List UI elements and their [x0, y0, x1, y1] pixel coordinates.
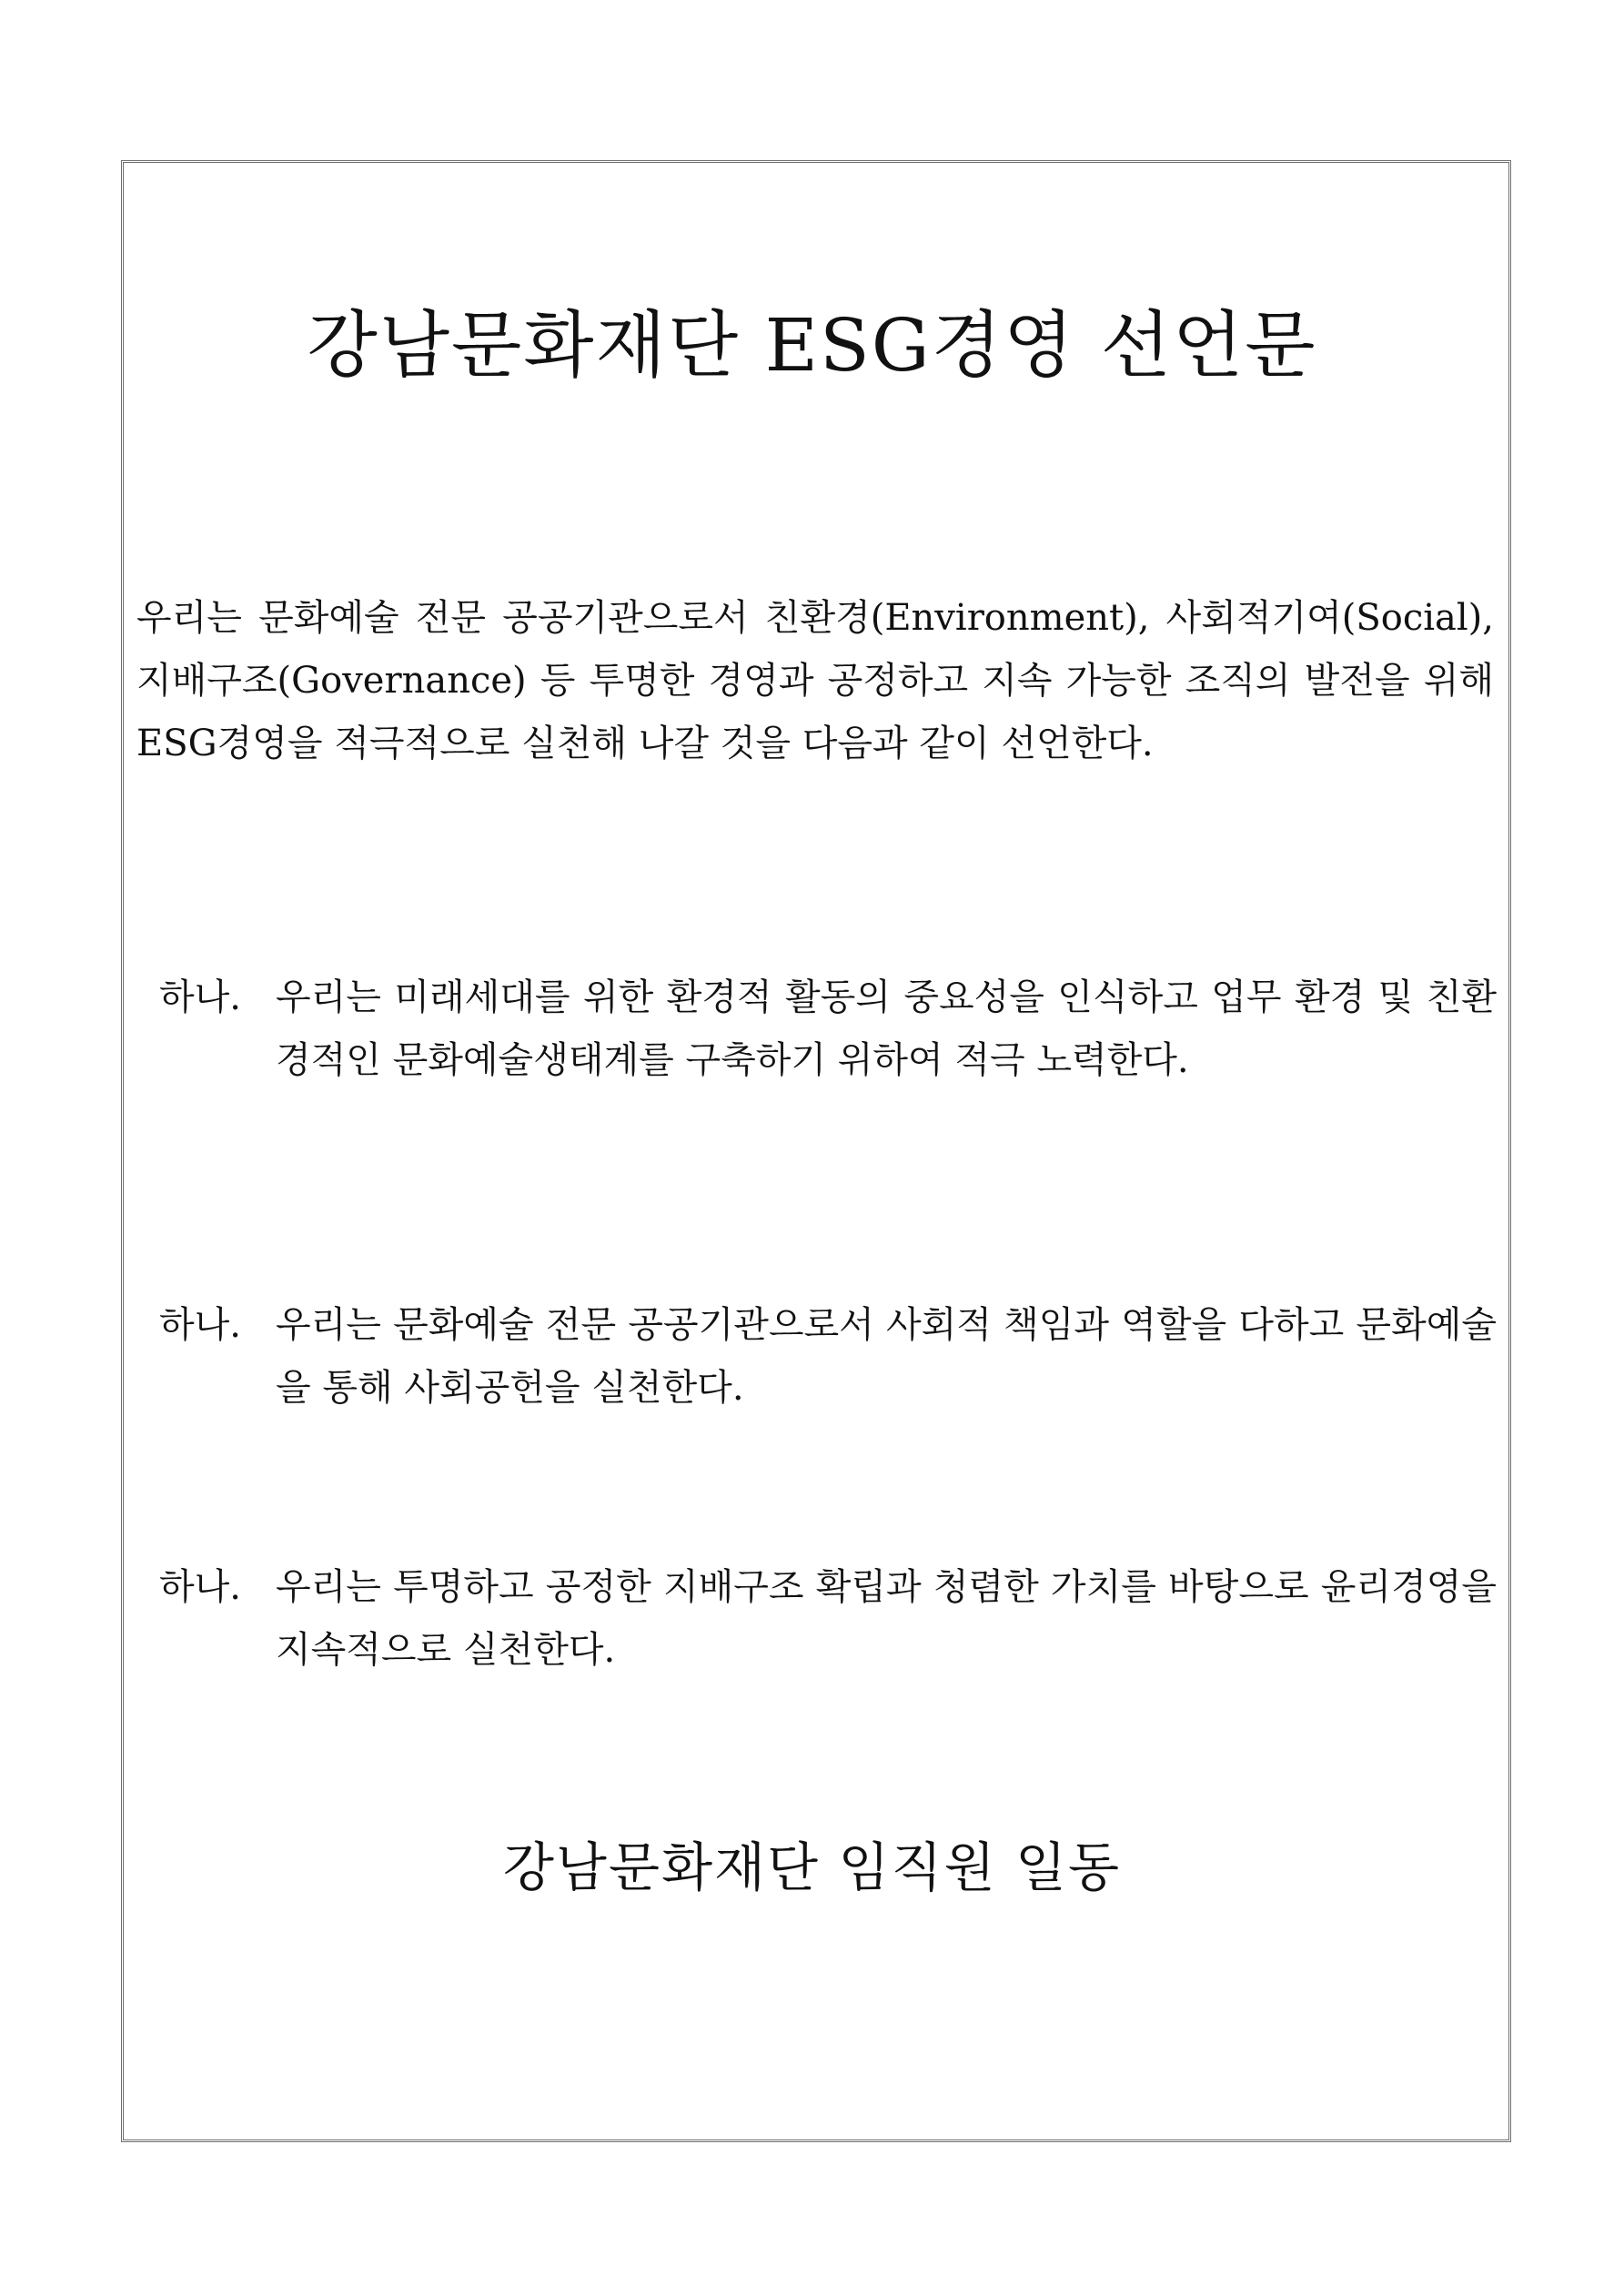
pledge-prefix: 하나. [159, 1304, 241, 1346]
pledge-text: 우리는 투명하고 공정한 지배구조 확립과 청렴한 가치를 바탕으로 윤리경영을 지속적으로 실천한다. [276, 1566, 1497, 1671]
pledge-text: 우리는 문화예술 전문 공공기관으로서 사회적 책임과 역할을 다하고 문화예술을 통해 사회공헌을 실천한다. [276, 1304, 1497, 1409]
signature: 강남문화재단 임직원 일동 [502, 1836, 1122, 1898]
intro-paragraph: 우리는 문화예술 전문 공공기관으로서 친환경(Environment), 사회적기여(Social), 지배구조(Governance) 등 투명한 경영과 공정하고 지속 가능한 조직의 발전을 위해 ESG경영을 적극적으로 실천해 나갈 것을 다음과 같이 선언한다. [136, 597, 1494, 764]
pledge-item-2 [159, 1294, 1497, 1420]
pledge-item-1 [159, 966, 1497, 1092]
pledge-prefix: 하나. [159, 1566, 241, 1608]
pledge-prefix: 하나. [159, 976, 241, 1018]
pledge-text: 우리는 미래세대를 위한 환경적 활동의 중요성을 인식하고 업무 환경 및 친환경적인 문화예술생태계를 구축하기 위하여 적극 노력한다. [276, 976, 1497, 1081]
pledge-item-3 [159, 1556, 1497, 1682]
document-title: 강남문화재단 ESG경영 선언문 [307, 303, 1317, 388]
